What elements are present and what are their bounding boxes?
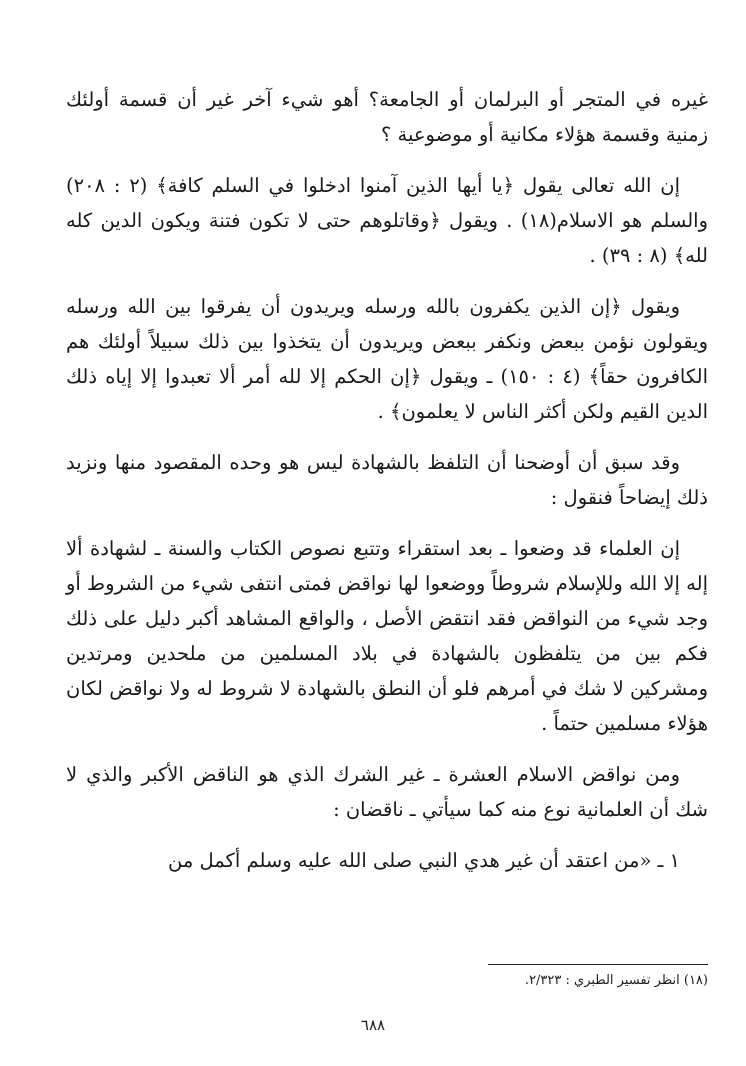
paragraph-7: ١ ـ «من اعتقد أن غير هدي النبي صلى الله عليه وسلم أكمل من (168, 849, 680, 872)
paragraph-4: وقد سبق أن أوضحنا أن التلفظ بالشهادة ليس هو وحده المقصود منها ونزيد ذلك إيضاحاً فنقول : (66, 451, 708, 509)
paragraph-2: إن الله تعالى يقول ﴿يا أيها الذين آمنوا ادخلوا في السلم كافة﴾ (٢ : ٢٠٨) والسلم هو الاسلام(١٨) . ويقول ﴿وقاتلوهم حتى لا تكون فتنة ويكون الدين كله لله﴾ (٨ : ٣٩) . (66, 174, 709, 267)
body-text (66, 82, 708, 894)
paragraph-5: إن العلماء قد وضعوا ـ بعد استقراء وتتبع نصوص الكتاب والسنة ـ لشهادة ألا إله إلا الله وللإسلام شروطاً ووضعوا لها نواقض فمتى انتفى شيء من الشروط أو وجد شيء من النواقض فقد انتقض الأصل ، والواقع المشاهد أكبر دليل على ذلك فكم بين من يتلفظون بالشهادة في بلاد المسلمين من ملحدين ومرتدين ومشركين لا شك في أمرهم فلو أن النطق بالشهادة لا شروط له ولا نواقض لكان هؤلاء مسلمين حتماً . (66, 537, 708, 735)
page-number: ٦٨٨ (360, 1016, 386, 1034)
paragraph-3: ويقول ﴿إن الذين يكفرون بالله ورسله ويريدون أن يفرقوا بين الله ورسله ويقولون نؤمن ببعض ونكفر ببعض ويريدون أن يتخذوا بين ذلك سبيلاً أولئك هم الكافرون حقاً﴾ (٤ : ١٥٠) ـ ويقول ﴿إن الحكم إلا لله أمر ألا تعبدوا إلا إياه ذلك الدين القيم ولكن أكثر الناس لا يعلمون﴾ . (66, 295, 709, 423)
footnote: (١٨) انظر تفسير الطبري : ٢/٣٢٣. (524, 973, 708, 988)
footnote-divider (488, 964, 708, 965)
paragraph-1: غيره في المتجر أو البرلمان أو الجامعة؟ أهو شيء آخر غير أن قسمة أولئك زمنية وقسمة هؤلاء مكانية أو موضوعية ؟ (66, 88, 708, 146)
paragraph-6: ومن نواقض الاسلام العشرة ـ غير الشرك الذي هو الناقض الأكبر والذي لا شك أن العلمانية نوع منه كما سيأتي ـ ناقضان : (66, 763, 708, 821)
